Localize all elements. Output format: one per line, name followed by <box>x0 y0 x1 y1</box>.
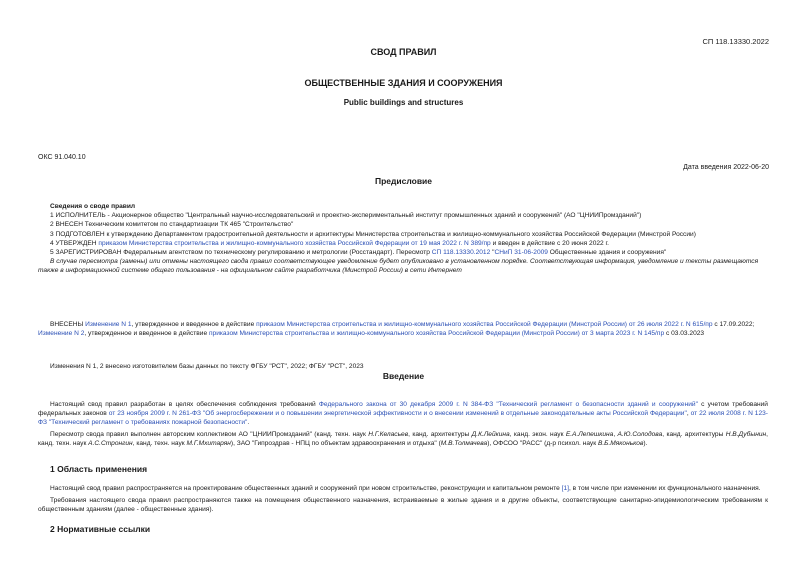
document-code: СП 118.13330.2022 <box>702 37 769 46</box>
introduction-body <box>38 400 768 448</box>
info-heading: Сведения о своде правил <box>50 203 136 210</box>
section-1-paragraph-1: Настоящий свод правил распространяется на проектирование общественных зданий и сооружений при новом строительстве, реконструкции и капитальном ремонте [1], в том числе при изменении их функционального назначения. <box>50 485 761 492</box>
preface-info <box>38 202 768 276</box>
preface-item-4: 4 УТВЕРЖДЕН приказом Министерства строительства и жилищно-коммунального хозяйства Российской Федерации от 19 мая 2022 г. N 389/пр и введен в действие с 20 июня 2022 г. <box>50 239 609 247</box>
section-2-title: 2 Нормативные ссылки <box>50 524 151 534</box>
preface-note: В случае пересмотра (замены) или отмены настоящего свода правил соответствующее уведомление будет опубликовано в установленном порядке. Соответствующая информация, уведомление и тексты размещаются также в информационной системе общего пользования - на официальном сайте разработчика (Минстрой России) в сети Интернет <box>38 258 759 275</box>
preface-item-5: 5 ЗАРЕГИСТРИРОВАН Федеральным агентством по техническому регулированию и метрологии (Росстандарт). Пересмотр СП 118.13330.2012 "СНиП 31-06-2009 Общественные здания и сооружения" <box>50 249 667 257</box>
law-384-link[interactable]: Федерального закона от 30 декабря 2009 г. N 384-ФЗ "Технический регламент о безопасности зданий и сооружений" <box>318 401 698 408</box>
reference-1-link[interactable]: [1] <box>561 485 569 492</box>
law-123-link[interactable]: от 22 июля 2008 г. N 123-ФЗ "Технический регламент о требованиях пожарной безопасности" <box>38 410 768 427</box>
introduction-paragraph-2: Пересмотр свода правил выполнен авторским коллективом АО "ЦНИИПромзданий" (канд. техн. наук Н.Г.Келасьев, канд. архитектуры Д.К.Лейкина, канд. экон. наук Е.А.Лепешкина, А.Ю.Солодова, канд. архитектуры Н.В.Дубынин, канд. техн. наук А.С.Стронгин, канд. техн. наук М.Г.Мхитарян), ЗАО "Гипроздрав - НПЦ по объектам здравоохранения и отдыха" (М.В.Толмачева), ОФСОО "РАСС" (д-р психол. наук В.Б.Мяконьков). <box>38 430 768 447</box>
oks-code: ОКС 91.040.10 <box>38 154 86 161</box>
introduction-paragraph-1: Настоящий свод правил разработан в целях обеспечения соблюдения требований Федерального закона от 30 декабря 2009 г. N 384-ФЗ "Технический регламент о безопасности зданий и сооружений" с учетом требований федеральных законов от 23 ноября 2009 г. N 261-ФЗ "Об энергосбережении и о повышении энергетической эффективности и о внесении изменений в отдельные законодательные акты Российской Федерации", от 22 июля 2008 г. N 123-ФЗ "Технический регламент о требованиях пожарной безопасности". <box>38 401 768 427</box>
introduction-date: Дата введения 2022-06-20 <box>683 164 769 171</box>
law-261-link[interactable]: от 23 ноября 2009 г. N 261-ФЗ "Об энергосбережении и о повышении энергетической эффективности и о внесении изменений в отдельные законодательные акты Российской Федерации" <box>108 410 687 418</box>
section-1-title: 1 Область применения <box>50 464 148 474</box>
preface-item-2: 2 ВНЕСЕН Техническим комитетом по стандартизации ТК 465 "Строительство" <box>50 221 294 229</box>
preface-item-3: 3 ПОДГОТОВЛЕН к утверждению Департаментом градостроительной деятельности и архитектуры Министерства строительства и жилищно-коммунального хозяйства Российской Федерации (Минстрой России) <box>50 230 696 238</box>
document-title: ОБЩЕСТВЕННЫЕ ЗДАНИЯ И СООРУЖЕНИЯ <box>304 78 503 88</box>
change-1-link[interactable]: Изменение N 1 <box>85 321 132 328</box>
sp-2012-link[interactable]: СП 118.13330.2012 <box>431 249 491 257</box>
snip-link[interactable]: СНиП 31-06-2009 <box>494 249 548 257</box>
preface-title: Предисловие <box>374 176 433 186</box>
section-1-body <box>38 484 768 515</box>
changes-block <box>38 320 768 338</box>
change-2-link[interactable]: Изменение N 2 <box>38 330 85 338</box>
rules-title: СВОД ПРАВИЛ <box>370 47 437 57</box>
changes-paragraph: ВНЕСЕНЫ Изменение N 1, утвержденное и введенное в действие приказом Министерства строительства и жилищно-коммунального хозяйства Российской Федерации (Минстрой России) от 26 июля 2022 г. N 615/пр с 17.09.2022; Изменение N 2, утвержденное и введенное в действие приказом Министерства строительства и жилищно-коммунального хозяйства Российской Федерации (Минстрой России) от 3 марта 2023 г. N 145/пр с 03.03.2023 <box>38 321 755 338</box>
section-1-paragraph-2: Требования настоящего свода правил распространяются также на помещения общественного назначения, встраиваемые в жилые здания и в другие объекты, соответствующие санитарно-эпидемиологическим требованиям к общественным зданиям (далее - общественные здания). <box>38 497 768 514</box>
approval-order-link[interactable]: приказом Министерства строительства и жилищно-коммунального хозяйства Российской Федерации от 19 мая 2022 г. N 389/пр <box>98 239 491 247</box>
preface-item-1: 1 ИСПОЛНИТЕЛЬ - Акционерное общество "Центральный научно-исследовательский и проектно-экспериментальный институт промышленных зданий и сооружений" (АО "ЦНИИПромзданий") <box>50 212 642 220</box>
document-title-english: Public buildings and structures <box>343 98 464 107</box>
changes-note: Изменения N 1, 2 внесено изготовителем базы данных по тексту ФГБУ "РСТ", 2022; ФГБУ "РСТ", 2023 <box>50 363 364 370</box>
change-2-order-link[interactable]: приказом Министерства строительства и жилищно-коммунального хозяйства Российской Федерации (Минстрой России) от 3 марта 2023 г. N 145/пр <box>208 330 665 338</box>
change-1-order-link[interactable]: приказом Министерства строительства и жилищно-коммунального хозяйства Российской Федерации (Минстрой России) от 26 июля 2022 г. N 615/пр <box>256 321 713 328</box>
introduction-title: Введение <box>382 371 425 381</box>
